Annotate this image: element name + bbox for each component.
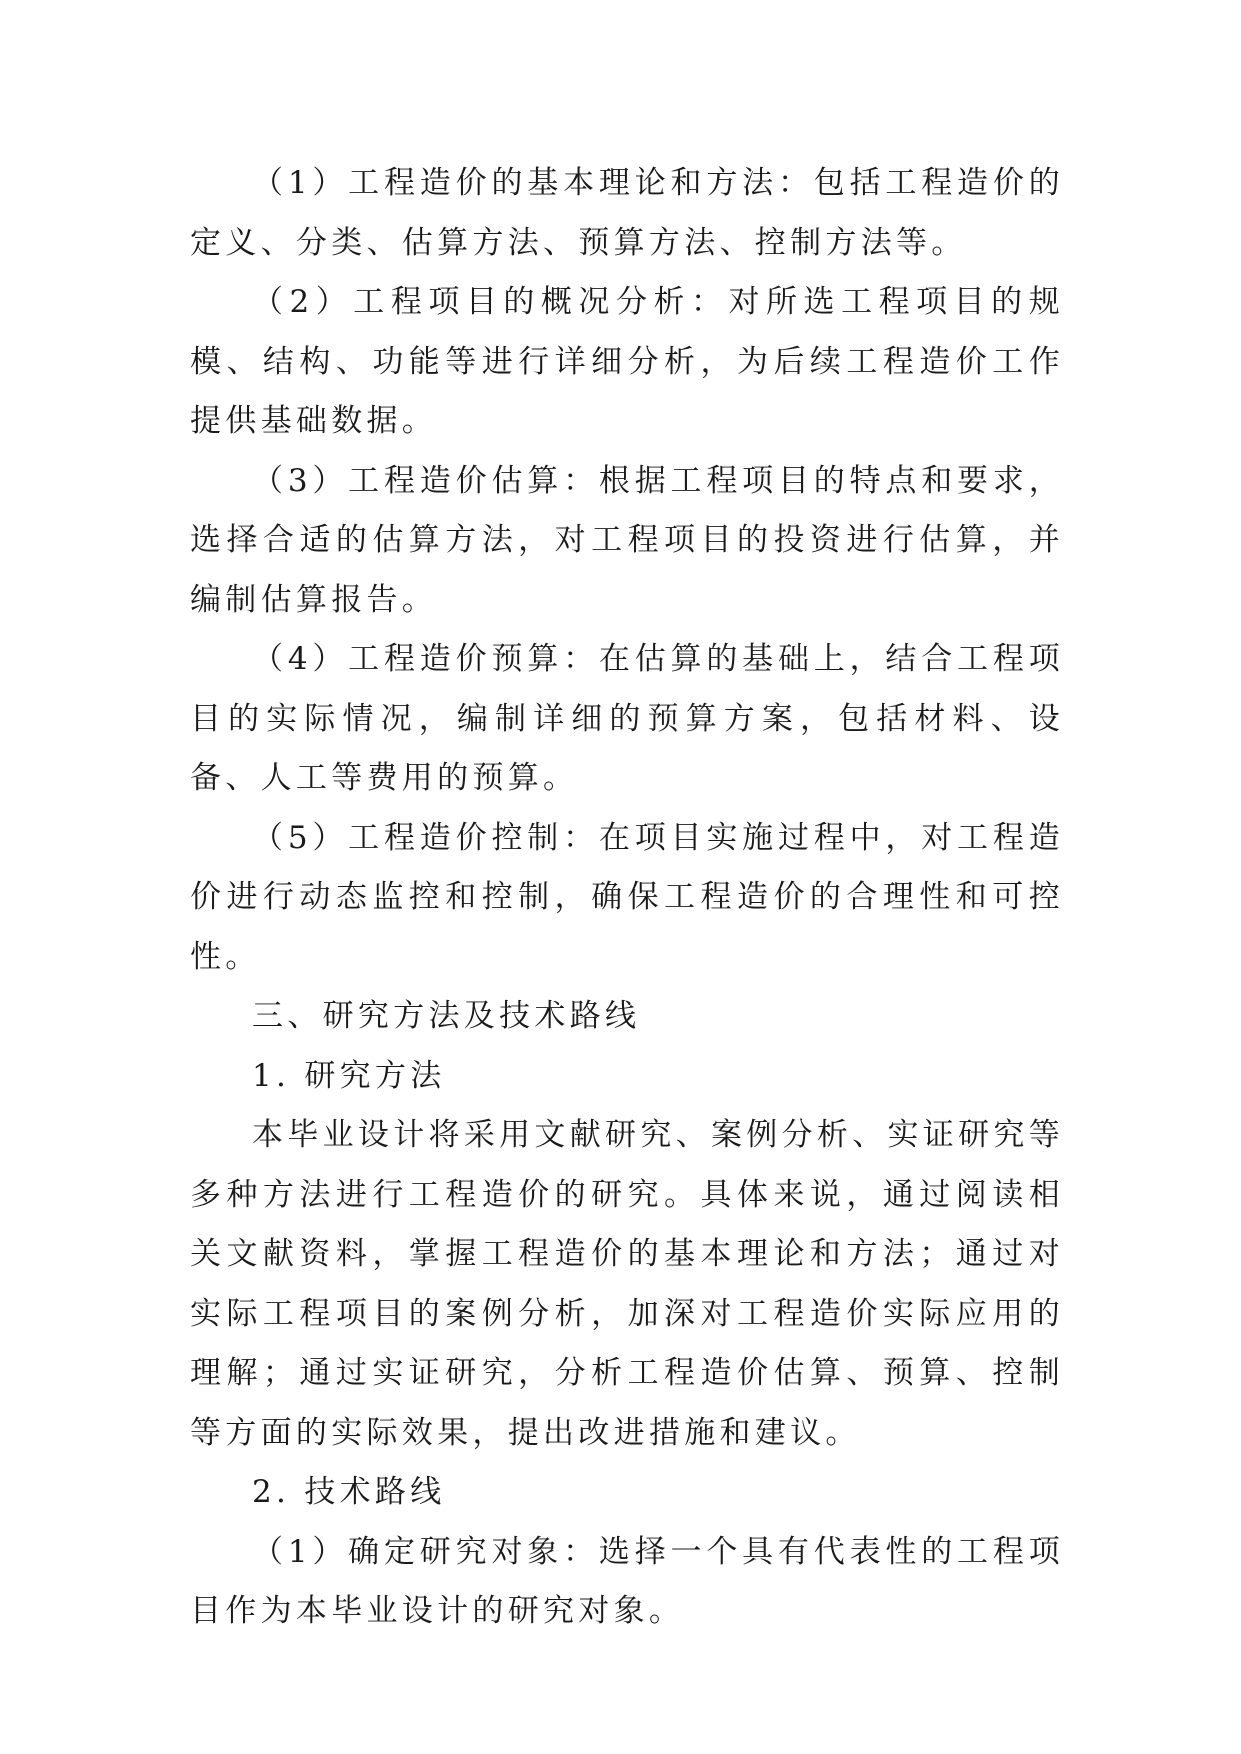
subsection-heading-methods: 1. 研究方法 (252, 1057, 446, 1094)
paragraph-item-2: （2）工程项目的概况分析：对所选工程项目的规模、结构、功能等进行详细分析，为后续工程造价工作提供基础数据。 (190, 284, 1064, 439)
paragraph-item-4: （4）工程造价预算：在估算的基础上，结合工程项目的实际情况，编制详细的预算方案，包括材料、设备、人工等费用的预算。 (190, 641, 1064, 796)
paragraph-methods-body: 本毕业设计将采用文献研究、案例分析、实证研究等多种方法进行工程造价的研究。具体来说，通过阅读相关文献资料，掌握工程造价的基本理论和方法；通过对实际工程项目的案例分析，加深对工程造价实际应用的理解；通过实证研究，分析工程造价估算、预算、控制等方面的实际效果，提出改进措施和建议。 (190, 1117, 1064, 1451)
paragraph-item-1: （1）工程造价的基本理论和方法：包括工程造价的定义、分类、估算方法、预算方法、控制方法等。 (190, 165, 1064, 261)
paragraph-item-3: （3）工程造价估算：根据工程项目的特点和要求，选择合适的估算方法，对工程项目的投资进行估算，并编制估算报告。 (190, 462, 1064, 618)
paragraph-roadmap-item-1: （1）确定研究对象：选择一个具有代表性的工程项目作为本毕业设计的研究对象。 (190, 1533, 1064, 1629)
paragraph-item-5: （5）工程造价控制：在项目实施过程中，对工程造价进行动态监控和控制，确保工程造价的合理性和可控性。 (190, 819, 1064, 975)
document-body (190, 154, 1064, 1642)
subsection-heading-roadmap: 2. 技术路线 (252, 1474, 446, 1510)
section-heading: 三、研究方法及技术路线 (252, 998, 641, 1034)
